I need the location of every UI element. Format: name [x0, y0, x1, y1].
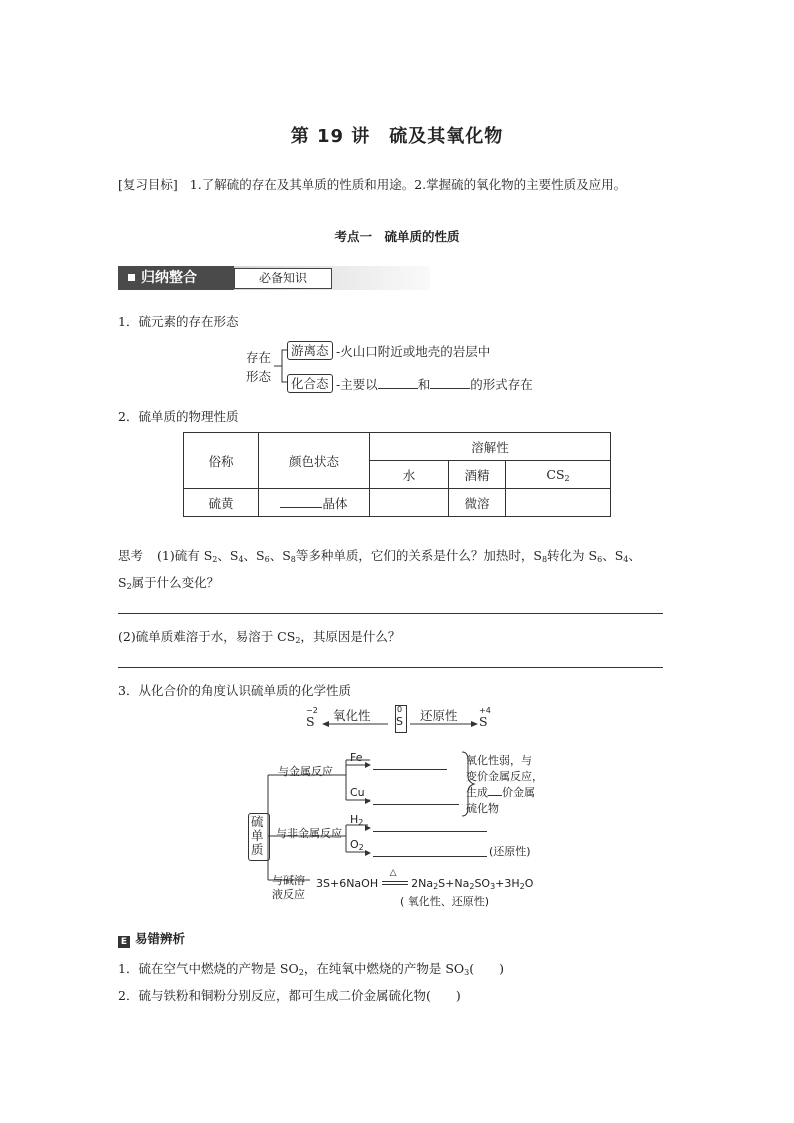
- combined-post: 的形式存在: [470, 377, 533, 392]
- errors-heading-text: 易错辨析: [135, 931, 186, 946]
- review-goals: [118, 175, 626, 193]
- eq-part: SO: [474, 877, 491, 890]
- errors-heading: [118, 929, 185, 948]
- existence-root-1: 存在: [246, 350, 272, 365]
- note-line-2: 变价金属反应，: [466, 770, 543, 783]
- page-title: 第 19 讲 硫及其氧化物: [290, 126, 504, 147]
- eq-left: 3S+6NaOH: [316, 877, 379, 890]
- header-alcohol: 酒精: [449, 461, 506, 489]
- blank[interactable]: [430, 376, 470, 389]
- header-color-state: 颜色状态: [259, 433, 370, 489]
- blank[interactable]: [378, 376, 418, 389]
- combined-state-text: -主要以 和 的形式存在: [336, 377, 533, 392]
- root-char-2: 单: [251, 828, 264, 843]
- item2-heading: 2．硫单质的物理性质: [118, 409, 239, 424]
- free-state-box: 游离态: [287, 341, 333, 360]
- h2-label: [350, 813, 363, 827]
- s-right: S: [479, 714, 488, 729]
- heat-icon: △: [389, 868, 397, 878]
- subscript: 3: [490, 882, 496, 891]
- free-state-text: -火山口附近或地壳的岩层中: [336, 344, 491, 359]
- answer-line[interactable]: [373, 804, 459, 805]
- subscript: 2: [519, 882, 525, 891]
- banner-dark: [118, 266, 234, 290]
- free-state-desc: 火山口附近或地壳的岩层中: [340, 344, 491, 359]
- q1-text: 、S: [269, 548, 291, 563]
- error-item-2: 2．硫与铁粉和铜粉分别反应，都可生成二价金属硫化物( ): [118, 988, 461, 1003]
- cs2-text: CS: [546, 466, 565, 482]
- existence-root-2: 形态: [246, 369, 272, 384]
- banner-light-label: 必备知识: [234, 268, 332, 289]
- charge-left: −2: [306, 706, 318, 715]
- eq-part: O: [524, 877, 534, 890]
- combined-mid: 和: [417, 377, 431, 392]
- subscript: 2: [469, 882, 475, 891]
- subscript: 8: [290, 555, 296, 564]
- answer-line[interactable]: [118, 667, 663, 668]
- cu-label: Cu: [350, 786, 365, 799]
- metal-branch-label: 与金属反应: [278, 765, 333, 778]
- root-char-3: 质: [251, 842, 264, 857]
- base-branch-label-2: 液反应: [272, 888, 305, 901]
- answer-line[interactable]: [373, 769, 447, 770]
- think-q1-line1: [118, 546, 641, 564]
- header-cs2: [506, 461, 611, 489]
- subscript: 2: [212, 555, 218, 564]
- charge-right: +4: [479, 706, 491, 715]
- answer-line[interactable]: [373, 856, 487, 857]
- error-text: 1．硫在空气中燃烧的产物是 SO: [118, 961, 299, 976]
- base-branch-label-1: 与碱溶: [272, 874, 305, 887]
- answer-line[interactable]: [118, 613, 663, 614]
- q2-text: ，其原因是什么？: [300, 629, 401, 644]
- reducing-label: 还原性: [420, 708, 458, 723]
- banner-dark-label: 归纳整合: [141, 270, 197, 286]
- s-zero: S: [396, 715, 403, 728]
- subscript: 4: [238, 555, 244, 564]
- crystal-text: 晶体: [322, 495, 348, 511]
- subscript: 4: [623, 555, 629, 564]
- answer-line[interactable]: [373, 831, 487, 832]
- header-solubility: 溶解性: [370, 433, 611, 461]
- section-heading: 考点一 硫单质的性质: [334, 229, 460, 244]
- answer-bracket[interactable]: ( ): [469, 961, 504, 976]
- eq-part: 2Na: [411, 877, 434, 890]
- eq-condition: [382, 868, 408, 890]
- q1-text: 转化为 S: [547, 548, 598, 563]
- item3-heading: 3．从化合价的角度认识硫单质的化学性质: [118, 683, 351, 698]
- combined-pre: 主要以: [340, 377, 378, 392]
- error-badge-icon: E: [118, 936, 130, 948]
- subscript: 2: [358, 843, 364, 852]
- oxidizing-label: 氧化性: [333, 708, 371, 723]
- nonmetal-branch-label: 与非金属反应: [276, 827, 342, 840]
- think-label: 思考: [118, 548, 144, 563]
- eq-part: +3H: [495, 877, 520, 890]
- error-text: ，在纯氧中燃烧的产物是 SO: [303, 961, 465, 976]
- error-item-1: [118, 959, 504, 977]
- reducing-note: (还原性): [489, 845, 531, 858]
- note-text: 价金属: [502, 786, 535, 799]
- q1-text: 、: [628, 548, 641, 563]
- q1-text: 属于什么变化？: [131, 575, 220, 590]
- q1-text: 等多种单质，它们的关系是什么？加热时，S: [295, 548, 542, 563]
- q2-text: (2)硫单质难溶于水，易溶于 CS: [118, 629, 296, 644]
- eq-part: S+Na: [438, 877, 470, 890]
- cell-common-name: 硫黄: [184, 489, 259, 517]
- cell-color-state: [259, 489, 370, 517]
- subscript: 6: [264, 555, 270, 564]
- subscript: 2: [126, 582, 132, 591]
- goal-tag: [复习目标]: [118, 177, 178, 192]
- subscript: 2: [433, 882, 439, 891]
- blank[interactable]: [280, 495, 322, 508]
- note-line-1: 氧化性弱，与: [466, 754, 532, 767]
- arrow-right-icon: [408, 720, 480, 730]
- cell-water[interactable]: [370, 489, 449, 517]
- charge-zero: 0: [397, 705, 403, 714]
- goal-text: 1.了解硫的存在及其单质的性质和用途。2.掌握硫的氧化物的主要性质及应用。: [189, 177, 627, 192]
- subscript: 3: [464, 968, 470, 977]
- q1-text: (1)硫有 S: [157, 548, 213, 563]
- think-q1-line2: [118, 573, 219, 591]
- physical-properties-table: [183, 432, 611, 517]
- q1-text: 、S: [602, 548, 624, 563]
- subscript: 2: [298, 968, 304, 977]
- note-line-3: [466, 784, 535, 800]
- subscript: 2: [358, 818, 364, 827]
- o-text: O: [350, 838, 359, 851]
- note-line-5: 硫化物: [466, 802, 499, 815]
- subscript: 8: [541, 555, 548, 564]
- item1-heading: 1．硫元素的存在形态: [118, 314, 239, 329]
- think-q2: [118, 627, 400, 645]
- subscript: 2: [295, 636, 301, 645]
- subscript: 6: [597, 555, 603, 564]
- cell-alcohol: 微溶: [449, 489, 506, 517]
- section-banner: [118, 266, 430, 290]
- cell-cs2[interactable]: [506, 489, 611, 517]
- note-text: 生成: [466, 786, 488, 799]
- q1-text: 、S: [217, 548, 239, 563]
- h-text: H: [350, 813, 359, 826]
- header-common-name: 俗称: [184, 433, 259, 489]
- blank[interactable]: [488, 785, 502, 796]
- header-water: 水: [370, 461, 449, 489]
- square-icon: [128, 274, 135, 281]
- o2-label: [350, 838, 364, 852]
- arrow-left-icon: [322, 720, 392, 730]
- root-char-1: 硫: [251, 814, 264, 829]
- q1-text: 、S: [243, 548, 265, 563]
- fe-label: Fe: [350, 751, 363, 764]
- combined-state-box: 化合态: [287, 374, 333, 393]
- q1-text: S: [118, 575, 127, 590]
- s-left: S: [306, 714, 315, 729]
- equation: [316, 868, 534, 891]
- equation-note: ( 氧化性、还原性): [400, 895, 490, 908]
- subscript: 2: [564, 473, 570, 483]
